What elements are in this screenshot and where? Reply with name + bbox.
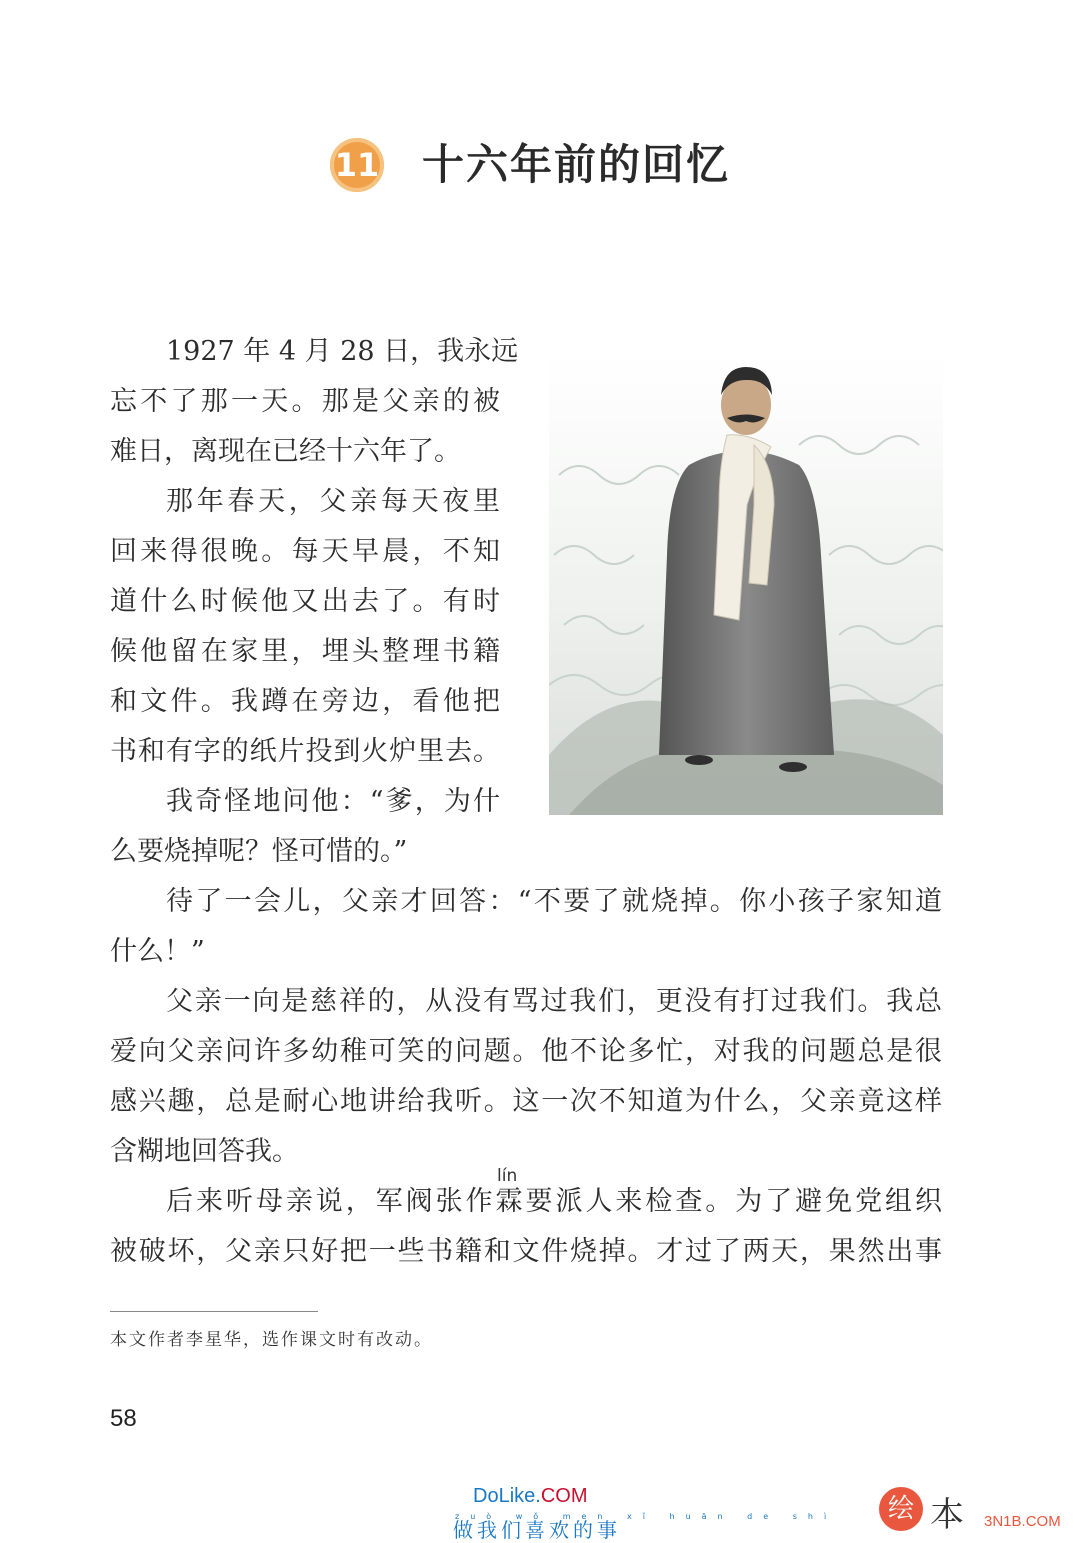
watermark-slogan: 做我们喜欢的事 [453,1518,621,1542]
brand-logo-circle: 绘 [879,1487,923,1531]
footnote-divider [110,1311,318,1312]
pinyin-annotation: lín [497,1166,518,1186]
text-line: 和文件。我蹲在旁边，看他把 [110,686,500,717]
brand-url: 3N1B.COM [984,1513,1061,1530]
text-line: 么要烧掉呢？怪可惜的。” [110,836,408,867]
watermark-pinyin: zuò wǒ men xǐ huān de shì [455,1512,838,1521]
text-line: 道什么时候他又出去了。有时 [110,586,500,617]
text-line: 后来听母亲说，军阀张作霖要派人来检查。为了避免党组织 [166,1186,942,1217]
text-line: 候他留在家里，埋头整理书籍 [110,636,500,667]
page-number: 58 [110,1405,137,1432]
portrait-illustration [549,355,943,815]
watermark-site [473,1485,587,1508]
text-line: 被破坏，父亲只好把一些书籍和文件烧掉。才过了两天，果然出事 [110,1236,942,1267]
text-line: 难日，离现在已经十六年了。 [110,436,461,467]
text-line: 那年春天，父亲每天夜里 [166,486,500,517]
lesson-header [0,135,1080,195]
brand-logo-char: 本 [930,1495,964,1535]
text-line: 待了一会儿，父亲才回答：“不要了就烧掉。你小孩子家知道 [166,886,942,917]
lesson-number-badge: 11 [330,138,384,192]
text-line: 我奇怪地问他：“爹，为什 [166,786,500,817]
text-line: 1927 年 4 月 28 日，我永远 [166,336,519,367]
text-line: 爱向父亲问许多幼稚可笑的问题。他不论多忙，对我的问题总是很 [110,1036,942,1067]
text-line: 忘不了那一天。那是父亲的被 [110,386,500,417]
watermark-site-suffix: COM [540,1485,588,1507]
text-line: 含糊地回答我。 [110,1136,299,1167]
text-line: 父亲一向是慈祥的，从没有骂过我们，更没有打过我们。我总 [166,986,942,1017]
text-line: 什么！” [110,936,205,967]
watermark-site-prefix: DoLike. [473,1485,541,1507]
text-line: 回来得很晚。每天早晨，不知 [110,536,500,567]
footnote: 本文作者李星华，选作课文时有改动。 [110,1330,433,1350]
text-line: 书和有字的纸片投到火炉里去。 [110,736,500,767]
lesson-title: 十六年前的回忆 [422,140,731,189]
text-line: 感兴趣，总是耐心地讲给我听。这一次不知道为什么，父亲竟这样 [110,1086,942,1117]
